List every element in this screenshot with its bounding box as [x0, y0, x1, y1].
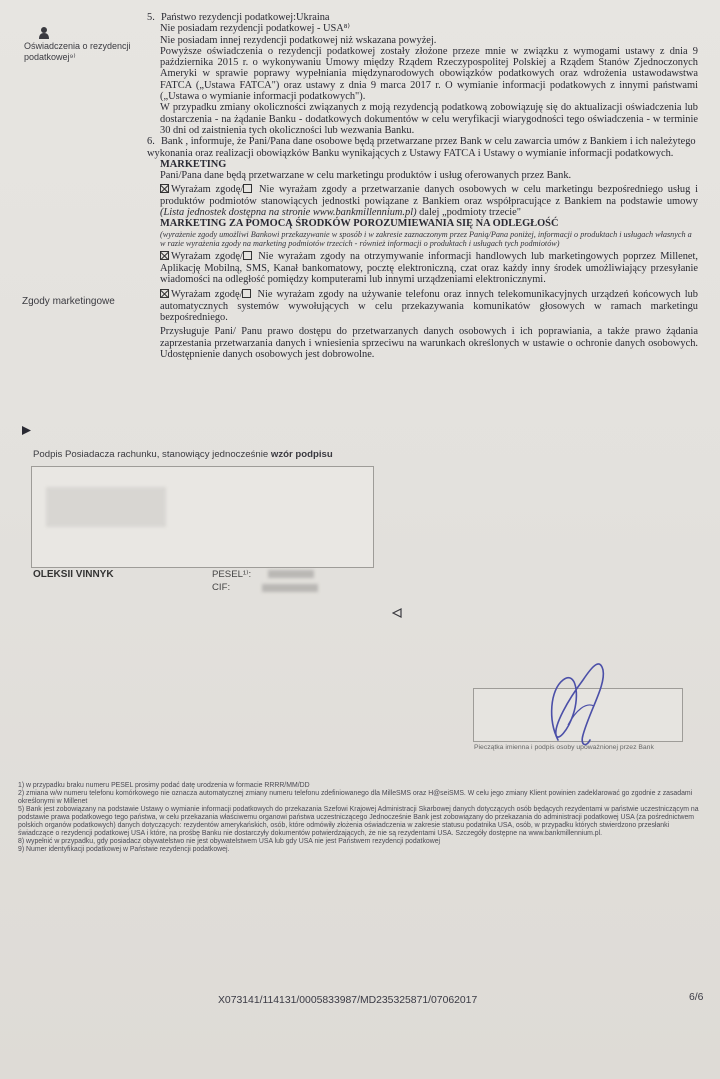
- marketing-intro: Pani/Pana dane będą przetwarzane w celu marketingu produktów i usług oferowanych przez Bank.: [160, 170, 572, 182]
- third-party-definition: dalej „podmioty trzecie": [416, 207, 521, 219]
- consent-no-checkbox[interactable]: [242, 289, 251, 298]
- play-arrow-icon: [22, 426, 31, 435]
- remote-marketing-heading: MARKETING ZA POMOCĄ ŚRODKÓW POROZUMIEWANIA SIĘ NA ODLEGŁOŚĆ: [160, 218, 559, 230]
- no-other-residency-statement: Nie posiadam innej rezydencji podatkowej niż wskazana powyżej.: [160, 34, 437, 46]
- document-id: X073141/114131/0005833987/MD235325871/07062017: [218, 995, 478, 1006]
- marketing-consents-label: Zgody marketingowe: [22, 296, 115, 307]
- footnote: 5) Bank jest zobowiązany na podstawie Ustawy o wymianie informacji podatkowych do przekazania Szefowi Krajowej Administracji Skarbowej danych dotyczących osób będących rezydentami w państwie uczestniczącym na podstawie prawa podatkowego tego państwa, w celu przekazania właściwemu organowi państwa uczestniczącego Jednocześnie Bank jest zobowiązany do przekazania do administracji podatkowej USA (za pośrednictwem polskich organów podatkowych) danych dotyczących: rezydentów amerykańskich, osób, które odmówiły złożenia oświadczenia w zakresie statusu podatnika USA, osób, w przypadku których stwierdzono przesłanki świadczące o rezydencji podatkowej USA i które, na prośbę Banku nie dostarczyły dokumentów potwierdzających, że nie są rezydentami USA. Szczegóły dostępne na www.bankmillennium.pl.: [18, 806, 699, 837]
- electronic-channels-consent-text: Nie wyrażam zgody na otrzymywanie informacji handlowych lub marketingowych poprzez Millenet, Aplikację Mobilną, SMS, Kanał bankomatowy, pocztę elektroniczną, czat oraz każdy inny środek umożliwiający przesyłanie wiadomości na odległość pomiędzy komputerami lub innymi urządzeniami elektronicznymi.: [160, 251, 698, 286]
- triangle-mark-icon: [392, 608, 402, 618]
- entity-list-note: (Lista jednostek dostępna na stronie www.bankmillennium.pl): [160, 207, 417, 219]
- account-holder-name: OLEKSII VINNYK: [33, 569, 114, 580]
- page-number: 6/6: [689, 992, 704, 1003]
- consent-yes-label: Wyrażam zgodę/: [171, 289, 243, 301]
- footnotes: [18, 782, 704, 854]
- footnote: 8) wypełnić w przypadku, gdy posiadacz obywatelstwo nie jest obywatelstwem USA lub gdy USA nie jest Państwem rezydencji podatkowej: [18, 838, 441, 845]
- data-rights-paragraph: Przysługuje Pani/ Panu prawo dostępu do przetwarzanych danych osobowych i ich poprawiania, a także prawo żądania zaprzestania przetwarzania danych i wniesienia sprzeciwu na warunkach określonych w ustawie o ochronie danych osobowych. Udostępnienie danych osobowych jest dobrowolne.: [160, 326, 698, 360]
- redacted-cif: [262, 584, 318, 592]
- cif-label: CIF:: [212, 582, 231, 593]
- remote-marketing-note: (wyrażenie zgody umożliwi Bankowi przekazywanie w sposób i w zakresie zaznaczonym przez Panią/Pana poniżej, informacji o produktach i usługach własnych a w razie wyrażenia zgody na marketing podmiotów trzecich - również informacji o produktach i usługach tych podmiotów): [160, 229, 692, 249]
- consent-no-checkbox[interactable]: [243, 251, 252, 260]
- data-processing-info: Bank , informuje, że Pani/Pana dane osobowe będą przetwarzane przez Bank w celu zawarcia umów z Bankiem i ich należytego wykonania oraz realizacji obowiązków Banku wynikających z Ustawy FATCA i Ustawy o wymianie informacji podatkowych.: [147, 136, 696, 159]
- footnote: 1) w przypadku braku numeru PESEL prosimy podać datę urodzenia w formacie RRRR/MM/DD: [18, 782, 310, 789]
- residency-label: Oświadczenia o rezydencji podatkowej⁹⁾: [24, 41, 131, 62]
- update-obligation-paragraph: W przypadku zmiany okoliczności związanych z moją rezydencją podatkową zobowiązuję się do aktualizacji oświadczenia lub dostarczenia - na żądanie Banku - dodatkowych dokumentów w celu weryfikacji wiarygodności tego oświadczenia - w terminie 30 dni od zaistnienia tych okoliczności lub wezwania Banku.: [160, 102, 698, 136]
- fatca-paragraph: Powyższe oświadczenia o rezydencji podatkowej zostały złożone przeze mnie w związku z wymogami ustawy z dnia 9 października 2015 r. o wykonywaniu Umowy między Rządem Rzeczypospolitej Polskiej a Rządem Stanów Zjednoczonych Ameryki w sprawie poprawy wypełniania międzynarodowych obowiązków podatkowych oraz wdrożenia ustawodawstwa FATCA („Ustawa FATCA") oraz ustawy z dnia 9 marca 2017 r. O wymianie informacji podatkowych z innymi państwami („Ustawa o wymianie informacji podatkowych").: [160, 45, 698, 103]
- marketing-heading: MARKETING: [160, 158, 227, 170]
- section-number: 6.: [147, 136, 155, 148]
- tax-residence-country: Państwo rezydencji podatkowej:Ukraina: [161, 12, 330, 23]
- consent-yes-checkbox[interactable]: [160, 251, 169, 260]
- footnote: 9) Numer identyfikacji podatkowej w Państwie rezydencji podatkowej.: [18, 846, 230, 853]
- signature-label: Podpis Posiadacza rachunku, stanowiący jednocześnie wzór podpisu: [33, 449, 333, 460]
- consent-yes-label: Wyrażam zgodę/: [171, 251, 243, 263]
- bank-stamp-caption: Pieczątka imienna i podpis osoby upoważnionej przez Bank: [474, 744, 654, 751]
- signature-box[interactable]: [31, 466, 374, 568]
- third-party-consent-text: Nie wyrażam zgody a przetwarzanie danych osobowych w celu marketingu bezpośredniego usług i produktów podmiotów stanowiących jednostki powiązane z Bankiem oraz współpracujące z Bankiem na podstawie umowy: [160, 184, 698, 207]
- main-text: [147, 12, 698, 360]
- footnote: 2) zmiana w/w numeru telefonu komórkowego nie oznacza automatycznej zmiany numeru telefonu zdefiniowanego dla MilleSMS oraz H@seiSMS. W celu jego zmiany Klient powinien zadeklarować go zgodnie z zasadami określonymi w Millenet: [18, 790, 693, 805]
- section-number: 5.: [147, 12, 155, 23]
- person-icon: [38, 26, 50, 40]
- handwritten-signature-icon: [528, 640, 618, 755]
- consent-yes-checkbox[interactable]: [160, 289, 169, 298]
- consent-no-checkbox[interactable]: [243, 184, 252, 193]
- usa-residency-statement: Nie posiadam rezydencji podatkowej - USA⁸⁾: [160, 23, 350, 35]
- redacted-pesel: [268, 570, 314, 578]
- phone-consent-text: Nie wyrażam zgody na używanie telefonu oraz innych telekomunikacyjnych urządzeń końcowych lub automatycznych systemów wywołujących w celu przekazywania komunikatów głosowych w ramach marketingu bezpośredniego.: [160, 289, 698, 323]
- consent-yes-label: Wyrażam zgodę/: [171, 184, 244, 196]
- pesel-label: PESEL¹⁾:: [212, 569, 252, 580]
- consent-yes-checkbox[interactable]: [160, 184, 169, 193]
